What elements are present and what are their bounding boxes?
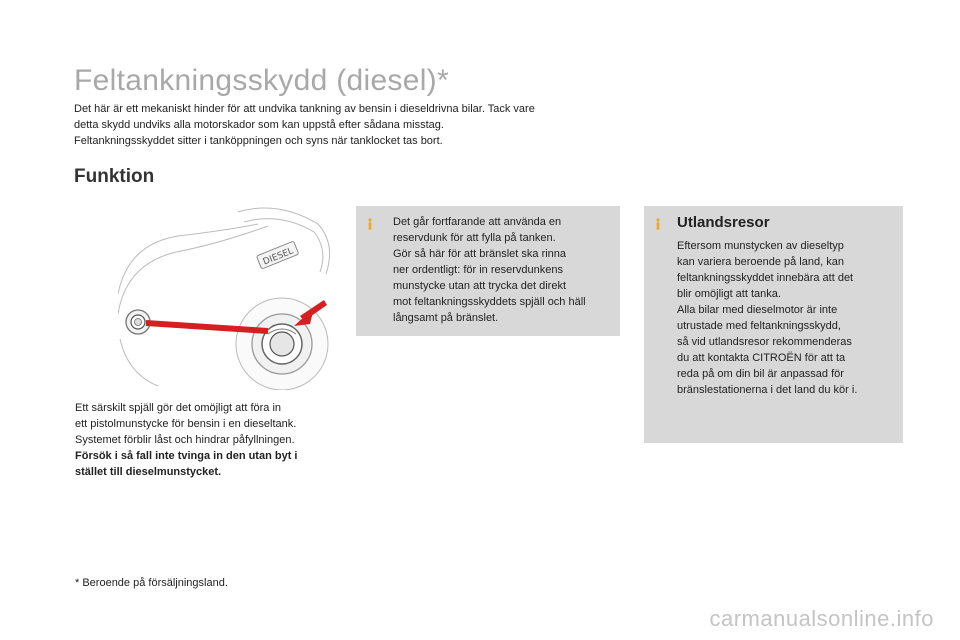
abroad-heading: Utlandsresor [677,214,770,231]
intro-line: Det här är ett mekaniskt hinder för att undvika tankning av bensin i dieseldrivna bilar. Tack vare [74,103,535,115]
tip-text [393,214,612,326]
fuel-filler-illustration [118,204,336,390]
intro-line: detta skydd undviks alla motorskador som kan uppstå efter sådana misstag. [74,119,444,131]
abroad-line: Alla bilar med dieselmotor är inte [677,304,838,316]
tip-line: långsamt på bränslet. [393,312,499,324]
abroad-line: feltankningsskyddet innebära att det [677,272,854,284]
abroad-line: du att kontakta CITROËN för att ta [677,352,846,364]
tip-box [356,206,620,336]
abroad-line: kan variera beroende på land, kan [677,256,844,268]
abroad-line: reda på om din bil är anpassad för [677,368,844,380]
warning-line: stället till dieselmunstycket. [75,466,222,478]
abroad-line: så vid utlandsresor rekommenderas [677,336,852,348]
abroad-text [677,238,885,398]
abroad-line: blir omöjligt att tanka. [677,288,781,300]
intro-line: Feltankningsskyddet sitter i tanköppningen och syns när tanklocket tas bort. [74,135,443,147]
warning-line: Försök i så fall inte tvinga in den utan byt i [75,450,298,462]
abroad-line: Eftersom munstycken av dieseltyp [677,240,844,252]
info-icon [364,218,376,230]
info-icon [652,218,664,230]
section-heading: Funktion [74,166,155,187]
tip-line: Det går fortfarande att använda en [393,216,562,228]
abroad-line: bränslestationerna i det land du kör i. [677,384,858,396]
tip-line: Gör så här för att bränslet ska rinna [393,248,567,260]
watermark: carmanualsonline.info [709,606,934,631]
tip-line: munstycke utan att trycka det direkt [393,280,567,292]
diesel-label: DIESEL [261,246,295,268]
intro-paragraph [74,101,634,149]
function-description [75,400,345,480]
tip-line: ner ordentligt: för in reservdunkens [393,264,563,276]
tip-line: mot feltankningsskyddets spjäll och häll [393,296,586,308]
abroad-box [644,206,903,443]
body-line: Ett särskilt spjäll gör det omöjligt att föra in [75,402,282,414]
body-line: Systemet förblir låst och hindrar påfyllningen. [75,434,295,446]
footnote: * Beroende på försäljningsland. [75,577,228,589]
tip-line: reservdunk för att fylla på tanken. [393,232,556,244]
page-title: Feltankningsskydd (diesel)* [74,64,449,97]
diesel-label-drawing [256,241,298,269]
body-line: ett pistolmunstycke för bensin i en dieseltank. [75,418,297,430]
abroad-line: utrustade med feltankningsskydd, [677,320,841,332]
